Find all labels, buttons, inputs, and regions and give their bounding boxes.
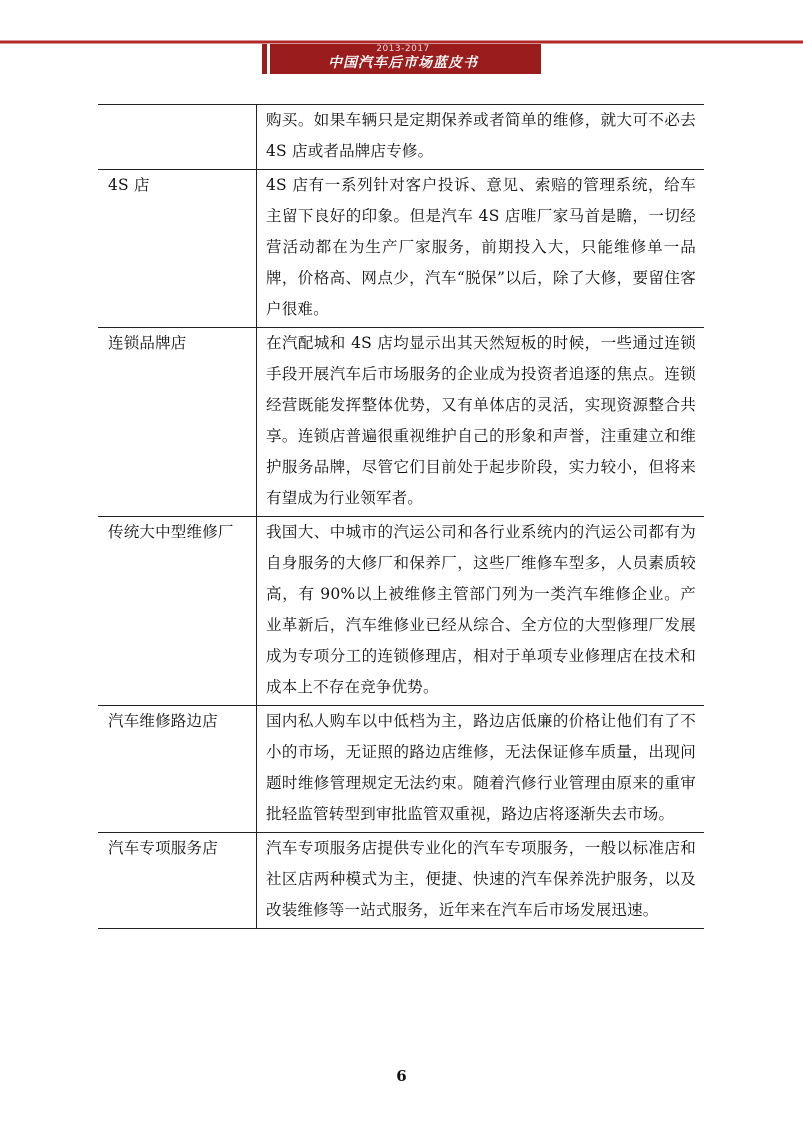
description-cell: 我国大、中城市的汽运公司和各行业系统内的汽运公司都有为自身服务的大修厂和保养厂，这些厂维修车型多，人员素质较高，有 90%以上被维修主管部门列为一类汽车维修企业。产业革新后，汽车维修业已经从综合、全方位的大型修理厂发展成为专项分工的连锁修理店，相对于单项专业修理店在技术和成本上不存在竞争优势。 [257,517,705,706]
category-cell: 传统大中型维修厂 [98,517,257,706]
category-cell [98,105,257,170]
page-header [0,0,803,80]
description-cell: 4S 店有一系列针对客户投诉、意见、索赔的管理系统，给车主留下良好的印象。但是汽车 4S 店唯厂家马首是瞻，一切经营活动都在为生产厂家服务，前期投入大，只能维修单一品牌，价格高、网点少，汽车“脱保”以后，除了大修，要留住客户很难。 [257,170,705,328]
category-cell: 4S 店 [98,170,257,328]
description-cell: 在汽配城和 4S 店均显示出其天然短板的时候，一些通过连锁手段开展汽车后市场服务的企业成为投资者追逐的焦点。连锁经营既能发挥整体优势，又有单体店的灵活，实现资源整合共享。连锁店普遍很重视维护自己的形象和声誉，注重建立和维护服务品牌，尽管它们目前处于起步阶段，实力较小，但将来有望成为行业领军者。 [257,328,705,517]
category-cell: 汽车维修路边店 [98,706,257,833]
service-types-table [98,104,704,929]
table-row [98,105,704,170]
table-row [98,517,704,706]
table-row [98,170,704,328]
description-cell: 购买。如果车辆只是定期保养或者简单的维修，就大可不必去 4S 店或者品牌店专修。 [257,105,705,170]
description-cell: 汽车专项服务店提供专业化的汽车专项服务，一般以标准店和社区店两种模式为主，便捷、快速的汽车保养洗护服务，以及改装维修等一站式服务，近年来在汽车后市场发展迅速。 [257,833,705,929]
header-years: 2013-2017 [376,44,430,54]
category-cell: 连锁品牌店 [98,328,257,517]
page-number: 6 [396,1067,407,1085]
description-cell: 国内私人购车以中低档为主，路边店低廉的价格让他们有了不小的市场，无证照的路边店维修，无法保证修车质量，出现问题时维修管理规定无法约束。随着汽修行业管理由原来的重审批轻监管转型到审批监管双重视，路边店将逐渐失去市场。 [257,706,705,833]
table-row [98,833,704,929]
category-cell: 汽车专项服务店 [98,833,257,929]
table-row [98,328,704,517]
header-banner [270,44,536,74]
table-row [98,706,704,833]
header-title: 中国汽车后市场蓝皮书 [328,55,478,71]
